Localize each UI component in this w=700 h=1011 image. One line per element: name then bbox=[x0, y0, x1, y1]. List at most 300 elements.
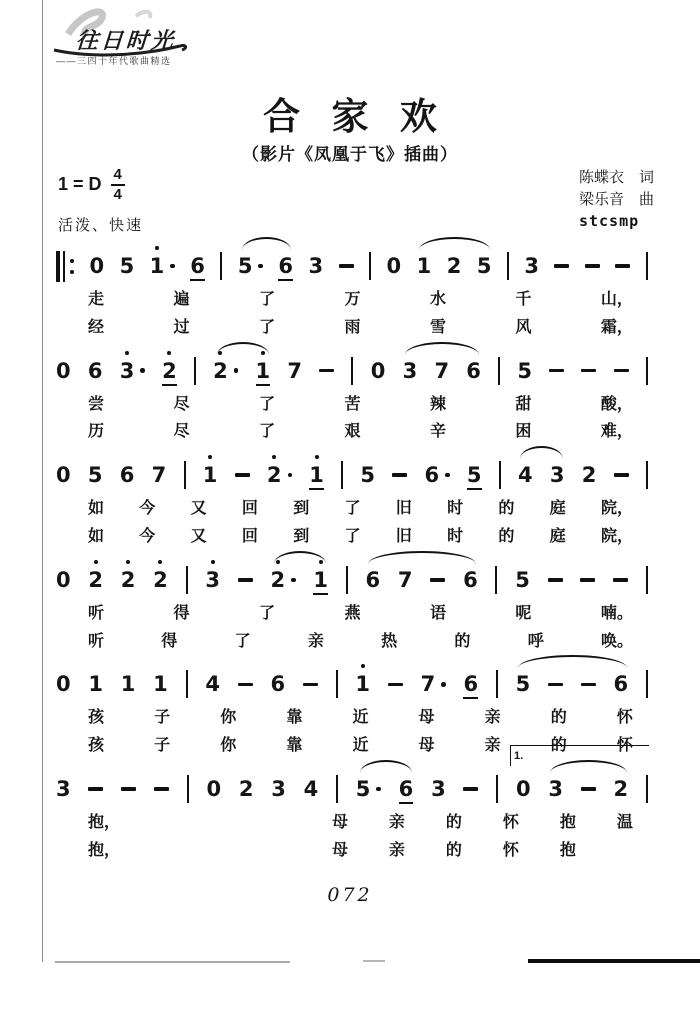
music-note bbox=[313, 568, 328, 592]
music-note bbox=[524, 254, 539, 278]
note-stack bbox=[398, 568, 413, 592]
note-stack bbox=[421, 672, 436, 696]
lyric-syllable: 如 bbox=[88, 527, 105, 545]
lyric-syllable: 听 bbox=[88, 604, 105, 622]
note-digit: 7 bbox=[151, 463, 167, 488]
lyric-syllable: 的 bbox=[454, 632, 471, 650]
music-line bbox=[56, 667, 656, 757]
meter-top: 4 bbox=[111, 167, 125, 186]
music-note bbox=[360, 463, 375, 487]
note-stack bbox=[516, 777, 531, 801]
note-digit: 0 bbox=[515, 776, 531, 801]
note-stack bbox=[304, 777, 319, 801]
lyric-syllable: 霜， bbox=[600, 318, 633, 336]
lyric-syllable: 酸， bbox=[600, 395, 633, 413]
note-digit: 3 bbox=[402, 358, 418, 383]
music-note bbox=[162, 359, 177, 383]
music-note bbox=[239, 777, 254, 801]
music-line bbox=[56, 563, 656, 653]
lyric-syllable: 雪 bbox=[429, 318, 446, 336]
meta-row bbox=[58, 167, 654, 235]
lyric-syllable: 遍 bbox=[173, 291, 190, 308]
note-digit: 1 bbox=[256, 359, 271, 386]
note-digit: 6 bbox=[613, 672, 629, 697]
duration-dash bbox=[319, 369, 334, 373]
lyric-syllable: 子 bbox=[154, 709, 171, 727]
lyric-row bbox=[88, 813, 633, 834]
note-digit: 5 bbox=[360, 463, 375, 488]
barline bbox=[346, 566, 348, 594]
meter-bottom: 4 bbox=[113, 185, 122, 203]
lyric-syllable: 经 bbox=[88, 318, 105, 336]
note-stack bbox=[278, 254, 293, 278]
music-note bbox=[120, 254, 135, 278]
note-digit: 3 bbox=[56, 776, 71, 801]
lyric-syllable: 了 bbox=[258, 395, 275, 413]
note-stack bbox=[121, 672, 136, 696]
lyric-syllable: 旧 bbox=[395, 527, 412, 545]
lyric-syllable: 辛 bbox=[429, 423, 446, 441]
note-digit: 1 bbox=[149, 253, 165, 278]
music-note bbox=[356, 777, 381, 801]
music-note bbox=[270, 672, 285, 696]
barline bbox=[646, 252, 648, 280]
duration-dash bbox=[585, 264, 600, 268]
music-note bbox=[518, 463, 533, 487]
lyric-syllable: 又 bbox=[190, 527, 207, 545]
repeat-begin-sign bbox=[56, 251, 74, 282]
note-digit: 1 bbox=[309, 463, 324, 490]
note-digit: 4 bbox=[518, 463, 533, 488]
music-line bbox=[56, 458, 656, 548]
lyric-syllable bbox=[161, 841, 177, 862]
music-note bbox=[515, 568, 530, 592]
music-note bbox=[463, 568, 478, 592]
note-stack bbox=[434, 359, 449, 383]
music-note bbox=[205, 672, 220, 696]
lyric-syllable: 难， bbox=[600, 423, 633, 441]
note-digit: 7 bbox=[397, 567, 413, 592]
barline bbox=[187, 775, 189, 803]
lyric-syllable: 雨 bbox=[344, 318, 361, 336]
note-stack bbox=[463, 568, 478, 592]
lyric-syllable: 艰 bbox=[344, 423, 361, 441]
duration-dash bbox=[581, 787, 596, 791]
note-stack bbox=[417, 254, 432, 278]
note-digit: 1 bbox=[153, 672, 168, 697]
note-digit: 5 bbox=[467, 463, 482, 490]
lyric-syllable: 回 bbox=[241, 527, 258, 545]
lyric-syllable bbox=[617, 841, 633, 862]
lyric-syllable bbox=[218, 813, 234, 834]
slur-arc bbox=[360, 760, 412, 773]
music-note bbox=[614, 777, 629, 801]
lyric-syllable: 得 bbox=[161, 632, 178, 650]
volta-bracket bbox=[510, 745, 649, 766]
barline bbox=[507, 252, 509, 280]
lyric-row bbox=[88, 499, 633, 520]
note-stack bbox=[477, 254, 492, 278]
barline bbox=[646, 670, 648, 698]
note-stack bbox=[239, 777, 254, 801]
music-note bbox=[366, 568, 381, 592]
volta-label: 1. bbox=[514, 749, 524, 762]
music-note bbox=[271, 777, 286, 801]
duration-dash bbox=[554, 264, 569, 268]
note-stack bbox=[360, 463, 375, 487]
page-number: 072 bbox=[327, 884, 373, 906]
note-digit: 1 bbox=[202, 463, 218, 488]
lyric-syllable: 的 bbox=[550, 737, 567, 755]
music-note bbox=[431, 777, 446, 801]
key-signature bbox=[58, 167, 143, 203]
note-digit: 6 bbox=[190, 254, 205, 281]
music-note bbox=[355, 672, 370, 696]
note-stack bbox=[213, 359, 228, 383]
note-stack bbox=[205, 568, 220, 592]
music-note bbox=[267, 463, 292, 487]
music-note bbox=[421, 672, 446, 696]
duration-dash bbox=[549, 369, 564, 373]
note-stack bbox=[356, 777, 371, 801]
music-note bbox=[56, 777, 71, 801]
lyric-syllable: 怀 bbox=[502, 813, 519, 831]
song-title bbox=[0, 86, 700, 140]
lyric-syllable: 回 bbox=[241, 500, 258, 518]
note-digit: 4 bbox=[303, 776, 319, 801]
lyric-syllable: 院， bbox=[600, 500, 633, 518]
note-digit: 7 bbox=[420, 672, 436, 697]
lyric-syllable: 怀 bbox=[502, 841, 519, 859]
note-stack bbox=[355, 672, 370, 696]
lyric-syllable: 的 bbox=[445, 841, 462, 859]
note-digit: 3 bbox=[119, 358, 135, 383]
lyric-syllable: 今 bbox=[139, 500, 156, 518]
note-digit: 2 bbox=[238, 776, 254, 801]
note-digit: 0 bbox=[56, 463, 71, 488]
credits-block bbox=[579, 167, 654, 232]
lyric-syllable: 时 bbox=[447, 527, 464, 545]
lyric-syllable: 你 bbox=[220, 709, 237, 727]
augmentation-dot-icon bbox=[441, 682, 446, 687]
lyric-syllable: 母 bbox=[331, 841, 348, 859]
duration-dash bbox=[581, 369, 596, 373]
bottom-rule-right bbox=[528, 959, 700, 963]
lyric-syllable bbox=[218, 841, 234, 862]
lyric-syllable: 子 bbox=[154, 737, 171, 755]
note-digit: 5 bbox=[119, 253, 135, 278]
lyric-syllable: 了 bbox=[234, 632, 251, 650]
octave-dot-icon bbox=[315, 455, 319, 459]
duration-dash bbox=[339, 264, 354, 268]
rest-note bbox=[56, 359, 71, 383]
note-digit: 5 bbox=[237, 253, 253, 278]
octave-dot-icon bbox=[158, 560, 162, 564]
bottom-rule-mid bbox=[363, 960, 385, 962]
music-note bbox=[278, 254, 293, 278]
note-digit: 1 bbox=[88, 672, 104, 697]
music-note bbox=[463, 672, 478, 696]
lyric-syllable: 呢 bbox=[515, 604, 532, 622]
note-stack bbox=[256, 359, 271, 383]
barline bbox=[351, 357, 353, 385]
key-label: 1 = D bbox=[58, 174, 102, 195]
repeat-bar-thick bbox=[56, 251, 60, 282]
barline bbox=[194, 357, 196, 385]
music-note bbox=[190, 254, 205, 278]
lyric-row bbox=[88, 318, 633, 339]
music-note bbox=[550, 463, 565, 487]
note-digit: 2 bbox=[120, 567, 136, 592]
rest-note bbox=[206, 777, 221, 801]
music-note bbox=[88, 359, 103, 383]
music-note bbox=[548, 777, 563, 801]
duration-dash bbox=[614, 473, 629, 477]
note-digit: 2 bbox=[446, 253, 462, 278]
slur-arc bbox=[520, 446, 563, 459]
note-stack bbox=[203, 463, 218, 487]
lyric-syllable: 历 bbox=[88, 423, 105, 441]
music-note bbox=[399, 777, 414, 801]
lyric-syllable: 母 bbox=[418, 737, 435, 755]
logo-title: 往日时光 bbox=[75, 28, 177, 53]
slur-arc bbox=[368, 551, 476, 564]
note-stack bbox=[550, 463, 565, 487]
lyric-row bbox=[88, 422, 633, 443]
rest-note bbox=[516, 777, 531, 801]
duration-dash bbox=[238, 683, 253, 687]
note-digit: 6 bbox=[278, 254, 293, 281]
rest-note bbox=[56, 672, 71, 696]
music-note bbox=[466, 359, 481, 383]
lyric-syllable: 语 bbox=[429, 604, 446, 622]
octave-dot-icon bbox=[208, 455, 212, 459]
music-note bbox=[88, 463, 103, 487]
lyric-syllable: 尽 bbox=[173, 423, 190, 441]
lyricist-role: 词 bbox=[638, 169, 654, 186]
lyric-syllable: 的 bbox=[498, 527, 515, 545]
note-stack bbox=[403, 359, 418, 383]
duration-dash bbox=[580, 578, 595, 582]
augmentation-dot-icon bbox=[170, 264, 175, 269]
lyric-syllable: 走 bbox=[88, 291, 105, 308]
note-stack bbox=[271, 777, 286, 801]
lyric-syllable: 怀 bbox=[616, 709, 633, 727]
note-stack bbox=[88, 568, 103, 592]
rest-note bbox=[56, 568, 71, 592]
lyric-syllable: 的 bbox=[445, 813, 462, 831]
slur-arc bbox=[419, 237, 490, 250]
note-digit: 6 bbox=[119, 463, 135, 488]
barline bbox=[186, 566, 188, 594]
lyric-syllable: 千 bbox=[515, 291, 532, 308]
octave-dot-icon bbox=[272, 455, 276, 459]
lyric-syllable: 孩 bbox=[88, 709, 105, 727]
lyric-syllable: 听 bbox=[88, 632, 105, 650]
note-digit: 0 bbox=[370, 358, 386, 383]
note-digit: 1 bbox=[120, 672, 136, 697]
barline bbox=[496, 670, 498, 698]
note-digit: 6 bbox=[87, 358, 103, 383]
music-note bbox=[238, 254, 263, 278]
duration-dash bbox=[235, 473, 250, 477]
lyric-syllable: 的 bbox=[550, 709, 567, 727]
duration-dash bbox=[88, 787, 103, 791]
music-note bbox=[120, 359, 145, 383]
note-stack bbox=[56, 672, 71, 696]
note-stack bbox=[267, 463, 282, 487]
note-stack bbox=[190, 254, 205, 278]
note-stack bbox=[120, 359, 135, 383]
augmentation-dot-icon bbox=[376, 787, 381, 792]
note-stack bbox=[287, 359, 302, 383]
music-line bbox=[56, 354, 656, 444]
note-stack bbox=[431, 777, 446, 801]
note-digit: 0 bbox=[386, 253, 402, 278]
note-digit: 1 bbox=[313, 568, 328, 595]
lyric-syllable: 到 bbox=[293, 500, 310, 518]
slur-arc bbox=[518, 655, 627, 668]
music-note bbox=[477, 254, 492, 278]
credit-composer bbox=[579, 189, 654, 211]
barline bbox=[341, 461, 343, 489]
lyric-syllable: 今 bbox=[139, 527, 156, 545]
note-stack bbox=[150, 254, 165, 278]
lyric-syllable: 母 bbox=[331, 813, 348, 831]
note-digit: 6 bbox=[365, 567, 381, 592]
music-note bbox=[121, 568, 136, 592]
music-note bbox=[256, 359, 271, 383]
rest-note bbox=[89, 254, 104, 278]
barline bbox=[336, 670, 338, 698]
music-note bbox=[309, 254, 324, 278]
music-note bbox=[516, 672, 531, 696]
lyric-syllable: 近 bbox=[352, 737, 369, 755]
note-stack bbox=[309, 254, 324, 278]
note-stack bbox=[120, 463, 135, 487]
lyric-row bbox=[88, 632, 633, 653]
composer-name: 梁乐音 bbox=[578, 190, 624, 208]
lyric-syllable: 亲 bbox=[388, 841, 405, 859]
note-digit: 2 bbox=[581, 463, 597, 488]
barline bbox=[646, 357, 648, 385]
note-stack bbox=[89, 254, 104, 278]
note-digit: 2 bbox=[162, 359, 177, 386]
key-tempo-block bbox=[58, 167, 143, 235]
note-stack bbox=[614, 777, 629, 801]
duration-dash bbox=[615, 264, 630, 268]
note-digit: 5 bbox=[355, 776, 371, 801]
lyric-syllable: 呼 bbox=[527, 632, 544, 650]
note-digit: 2 bbox=[153, 567, 168, 592]
music-note bbox=[205, 568, 220, 592]
duration-dash bbox=[581, 683, 596, 687]
barline bbox=[498, 357, 500, 385]
duration-dash bbox=[548, 683, 563, 687]
music-note bbox=[467, 463, 482, 487]
music-note bbox=[447, 254, 462, 278]
rest-note bbox=[56, 463, 71, 487]
note-stack bbox=[467, 463, 482, 487]
octave-dot-icon bbox=[94, 560, 98, 564]
lyric-syllable: 抱 bbox=[559, 813, 576, 831]
notation-row bbox=[56, 563, 648, 597]
repeat-dot bbox=[70, 270, 74, 274]
credit-lyricist bbox=[579, 167, 654, 189]
augmentation-dot-icon bbox=[445, 473, 450, 478]
lyric-syllable: 抱， bbox=[88, 841, 121, 859]
duration-dash bbox=[121, 787, 136, 791]
duration-dash bbox=[614, 369, 629, 373]
lyric-syllable: 了 bbox=[344, 527, 361, 545]
note-stack bbox=[238, 254, 253, 278]
lyric-syllable: 院， bbox=[600, 527, 633, 545]
music-note bbox=[309, 463, 324, 487]
duration-dash bbox=[463, 787, 478, 791]
note-stack bbox=[582, 463, 597, 487]
lyric-syllable: 燕 bbox=[344, 604, 361, 622]
logo-mark bbox=[40, 6, 230, 78]
note-digit: 2 bbox=[213, 358, 228, 383]
lyric-row bbox=[88, 708, 633, 729]
barline bbox=[336, 775, 338, 803]
note-stack bbox=[162, 359, 177, 383]
lyric-syllable: 抱， bbox=[88, 813, 121, 831]
note-digit: 0 bbox=[56, 672, 71, 697]
note-digit: 6 bbox=[270, 672, 286, 697]
note-stack bbox=[614, 672, 629, 696]
music-note bbox=[120, 463, 135, 487]
notation-row bbox=[56, 458, 648, 492]
note-digit: 3 bbox=[271, 776, 286, 801]
music-note bbox=[88, 568, 103, 592]
note-stack bbox=[425, 463, 440, 487]
lyric-row bbox=[88, 527, 633, 548]
augmentation-dot-icon bbox=[288, 473, 293, 478]
lyric-syllable: 亲 bbox=[307, 632, 324, 650]
lyric-syllable: 靠 bbox=[286, 709, 303, 727]
lyric-syllable: 孩 bbox=[88, 737, 105, 755]
repeat-dots-icon bbox=[70, 259, 74, 274]
barline bbox=[186, 670, 188, 698]
note-stack bbox=[153, 568, 168, 592]
note-digit: 0 bbox=[206, 776, 222, 801]
note-stack bbox=[206, 777, 221, 801]
bottom-rule-left bbox=[55, 961, 290, 963]
repeat-dot bbox=[70, 259, 74, 263]
note-digit: 4 bbox=[205, 672, 220, 697]
duration-dash bbox=[430, 578, 445, 582]
note-digit: 6 bbox=[424, 463, 440, 488]
tempo-marking: 活泼、快速 bbox=[58, 216, 144, 234]
duration-dash bbox=[238, 578, 253, 582]
lyricist-name: 陈蝶衣 bbox=[578, 169, 624, 186]
lyric-syllable: 如 bbox=[88, 500, 105, 518]
note-stack bbox=[121, 568, 136, 592]
note-stack bbox=[88, 672, 103, 696]
music-note bbox=[398, 568, 413, 592]
augmentation-dot-icon bbox=[234, 368, 239, 373]
note-digit: 2 bbox=[270, 567, 286, 592]
music-note bbox=[434, 359, 449, 383]
duration-dash bbox=[548, 578, 563, 582]
duration-dash bbox=[613, 578, 628, 582]
lyric-row bbox=[88, 395, 633, 416]
duration-dash bbox=[154, 787, 169, 791]
note-digit: 2 bbox=[266, 463, 282, 488]
note-digit: 6 bbox=[463, 567, 478, 592]
lyric-syllable: 温 bbox=[616, 813, 633, 831]
